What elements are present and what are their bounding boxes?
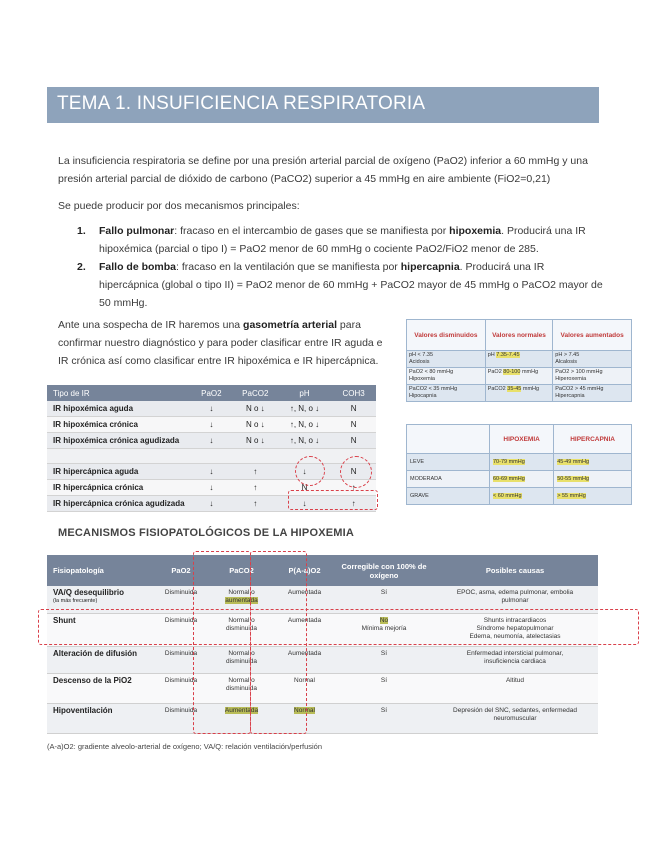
table-row <box>407 385 632 402</box>
table-cell: ↑ <box>233 464 278 480</box>
table-cell <box>554 471 632 488</box>
intro-mechanisms-lead: Se puede producir por dos mecanismos principales: <box>58 200 300 212</box>
table-header: Valores aumentados <box>553 320 632 351</box>
cell-line: Alcalosis <box>555 359 577 365</box>
section-title: MECANISMOS FISIOPATOLÓGICOS DE LA HIPOXEMIA <box>58 527 355 539</box>
table-cell: ↓ <box>278 464 331 480</box>
cell-line: insuficiencia cardiaca <box>484 657 546 665</box>
cell-text: pH <box>487 352 497 358</box>
cell-line: Hipocapnia <box>409 393 437 399</box>
table-header-row <box>47 385 376 401</box>
mechanism-text: . Producirá una IR <box>501 225 586 237</box>
table-cell: ↑ <box>233 496 278 512</box>
table-header: HIPOXEMIA <box>490 425 554 454</box>
table-header: PaO2 <box>190 385 233 401</box>
table-cell: Disminuida <box>152 613 210 646</box>
mechanism-text: hipoxémica (parcial o tipo I) = PaO2 menor de 60 mmHg o cociente PaO2/FiO2 menor de 285. <box>99 243 539 255</box>
sospecha-text: para <box>337 319 361 331</box>
table-cell: N o ↓ <box>233 417 278 433</box>
annotation-circle-coh3 <box>340 456 372 488</box>
table-cell: Normal <box>273 673 336 703</box>
mechanism-text: hipercápnica (global o tipo II) = PaO2 menor de 60 mmHg + PaCO2 mayor de 45 mmHg o PaCO2 mayor de <box>99 279 603 291</box>
highlighted-value: No <box>379 616 389 624</box>
cell-line: neuromuscular <box>493 714 537 722</box>
cell-line: Acidosis <box>409 359 430 365</box>
table-cell: MODERADA <box>407 471 490 488</box>
table-cell <box>553 351 632 368</box>
table-cell <box>490 454 554 471</box>
table-cell: Disminuida <box>152 646 210 673</box>
intro-line-1: La insuficiencia respiratoria se define por una presión arterial parcial de oxígeno (PaO2) inferior a 60 mmHg y una <box>58 155 588 167</box>
highlighted-value: 50-55 mmHg <box>557 476 590 482</box>
cell-line: Hipercapnia <box>555 393 585 399</box>
highlighted-value: 35-45 <box>507 386 522 392</box>
footnote: (A-a)O2: gradiente alveolo-arterial de oxígeno; VA/Q: relación ventilación/perfusión <box>47 742 323 751</box>
highlighted-value: > 55 mmHg <box>557 493 586 499</box>
mechanism-label: Fallo de bomba <box>99 261 177 273</box>
table-cell: ↓ <box>190 417 233 433</box>
table-cell: IR hipoxémica aguda <box>47 401 190 417</box>
cell-text: PaCO2 <box>487 386 508 392</box>
table-row <box>47 417 376 433</box>
cell-line: Edema, neumonía, atelectasias <box>469 632 561 640</box>
table-row <box>47 646 598 673</box>
table-cell: Hipoventilación <box>47 703 152 733</box>
table-cell: IR hipercápnica crónica agudizada <box>47 496 190 512</box>
row-sublabel: (la más frecuente) <box>53 598 98 604</box>
table-header: Posibles causas <box>432 555 598 586</box>
table-cell: ↓ <box>278 496 331 512</box>
table-header-row <box>47 555 598 586</box>
table-header <box>407 425 490 454</box>
sospecha-text: confirmar nuestro diagnóstico y para poder clasificar entre IR aguda e <box>58 337 383 349</box>
table-cell: IR hipoxémica crónica agudizada <box>47 433 190 449</box>
annotation-box-shunt-row <box>38 609 639 645</box>
table-row <box>47 673 598 703</box>
table-cell <box>47 449 190 464</box>
highlighted-value: Aumentada <box>224 706 259 714</box>
cell-line: Hipoxemia <box>409 376 435 382</box>
cell-line: Mínima mejoría <box>361 624 407 632</box>
table-cell <box>432 703 598 733</box>
table-row <box>407 471 632 488</box>
mechanisms-list <box>77 222 609 312</box>
table-header-row <box>407 320 632 351</box>
table-cell: ↓ <box>190 433 233 449</box>
table-cell: Aumentada <box>273 586 336 613</box>
mechanism-text: 50 mmHg. <box>99 297 148 309</box>
cell-line: pH < 7.35 <box>409 352 434 358</box>
table-header: PaCO2 <box>233 385 278 401</box>
table-row <box>407 351 632 368</box>
table-header: HIPERCAPNIA <box>554 425 632 454</box>
table-cell <box>553 385 632 402</box>
cell-line: pulmonar <box>501 597 529 604</box>
table-cell: ↑, N, o ↓ <box>278 433 331 449</box>
cell-line: PaO2 > 100 mmHg <box>555 369 603 375</box>
row-label: VA/Q desequilibrio <box>53 588 124 597</box>
cell-line: disminuida <box>225 624 258 632</box>
table-cell <box>407 385 486 402</box>
table-cell: Descenso de la PiO2 <box>47 673 152 703</box>
table-header: PaO2 <box>152 555 210 586</box>
cell-line: Enfermedad intersticial pulmonar, <box>466 649 564 657</box>
table-cell: ↓ <box>190 464 233 480</box>
table-cell: ↑ <box>331 480 376 496</box>
sospecha-keyword: gasometría arterial <box>243 319 338 331</box>
table-cell: IR hipoxémica crónica <box>47 417 190 433</box>
table-cell <box>407 351 486 368</box>
table-cell: ↓ <box>190 496 233 512</box>
table-cell <box>485 351 553 368</box>
cell-line: PaCO2 > 45 mmHg <box>555 386 604 392</box>
table-cell: IR hipercápnica crónica <box>47 480 190 496</box>
table-cell: Disminuida <box>152 673 210 703</box>
table-header: Valores normales <box>485 320 553 351</box>
highlighted-value: < 60 mmHg <box>493 493 522 499</box>
table-row <box>47 401 376 417</box>
highlighted-value: aumentada <box>225 597 258 604</box>
table-cell: ↑, N, o ↓ <box>278 417 331 433</box>
cell-line: Shunts intracardiacos <box>483 616 547 624</box>
gas-values-table <box>406 319 632 402</box>
table-header: COH3 <box>331 385 376 401</box>
annotation-circle-ph <box>295 456 325 486</box>
table-cell: N <box>331 464 376 480</box>
highlighted-value: 7.35-7.45 <box>496 352 520 358</box>
table-row <box>47 433 376 449</box>
table-header: PaCO2 <box>210 555 273 586</box>
table-cell <box>190 449 233 464</box>
sospecha-text: Ante una sospecha de IR haremos una <box>58 319 244 331</box>
mechanism-number: 2. <box>77 261 86 273</box>
cell-line: EPOC, asma, edema pulmonar, embolia <box>456 589 574 596</box>
table-cell <box>485 385 553 402</box>
table-cell: Aumentada <box>273 646 336 673</box>
mechanism-label: Fallo pulmonar <box>99 225 175 237</box>
mechanism-keyword: hipercapnia <box>400 261 460 273</box>
table-cell: Disminuida <box>152 703 210 733</box>
annotation-box-agudizada <box>288 490 378 510</box>
table-cell: ↑, N, o ↓ <box>278 401 331 417</box>
cell-line: Normal o <box>228 616 255 624</box>
cell-text: mmHg <box>520 369 539 375</box>
mechanism-item <box>77 222 609 258</box>
mechanism-number: 1. <box>77 225 86 237</box>
table-cell <box>432 646 598 673</box>
table-cell: Disminuida <box>152 586 210 613</box>
cell-line: Hiperoxemia <box>555 376 587 382</box>
table-cell: N <box>331 433 376 449</box>
cell-line: PaCO2 < 35 mmHg <box>409 386 458 392</box>
table-row <box>47 703 598 733</box>
table-cell: ↓ <box>190 401 233 417</box>
cell-line: disminuida <box>225 684 258 692</box>
table-cell: ↓ <box>190 480 233 496</box>
table-cell: N o ↓ <box>233 433 278 449</box>
cell-line: pH > 7.45 <box>555 352 580 358</box>
table-cell <box>485 368 553 385</box>
intro-paragraph <box>58 152 618 188</box>
intro-line-2: presión arterial parcial de dióxido de carbono (PaCO2) superior a 45 mmHg en aire ambiente (FiO2=0,21) <box>58 173 551 185</box>
table-header-row <box>407 425 632 454</box>
highlighted-value: 80-100 <box>503 369 521 375</box>
table-header: pH <box>278 385 331 401</box>
table-cell <box>490 488 554 505</box>
table-header: Valores disminuidos <box>407 320 486 351</box>
cell-text: mmHg <box>521 386 540 392</box>
cell-line: Depresión del SNC, sedantes, enfermedad <box>453 706 577 714</box>
table-cell <box>490 471 554 488</box>
sospecha-text: IR crónica así como clasificar entre IR hipoxémica e IR hipercápnica. <box>58 355 379 367</box>
highlighted-value: Normal <box>294 706 315 714</box>
table-header: Corregible con 100% de oxígeno <box>336 555 432 586</box>
table-cell: LEVE <box>407 454 490 471</box>
table-cell: N <box>331 417 376 433</box>
table-cell: ↑ <box>233 480 278 496</box>
cell-text: PaO2 <box>487 369 504 375</box>
cell-line: Normal o <box>228 649 255 657</box>
table-cell: Altitud <box>432 673 598 703</box>
table-row <box>407 454 632 471</box>
table-row <box>407 488 632 505</box>
table-cell <box>233 449 278 464</box>
table-row <box>407 368 632 385</box>
mechanism-text: . Producirá una IR <box>459 261 545 273</box>
table-cell: Sí <box>336 673 432 703</box>
table-header: Tipo de IR <box>47 385 190 401</box>
mechanism-text: : fracaso en la ventilación que se manifiesta por <box>176 261 401 273</box>
table-row-spacer <box>47 449 376 464</box>
cell-line: PaO2 < 80 mmHg <box>409 369 454 375</box>
highlighted-value: 70-79 mmHg <box>493 459 525 465</box>
mechanism-text: : fracaso en el intercambio de gases que se manifiesta por <box>174 225 450 237</box>
table-cell: Alteración de difusión <box>47 646 152 673</box>
table-cell: N <box>331 401 376 417</box>
table-cell: IR hipercápnica aguda <box>47 464 190 480</box>
mechanism-item <box>77 258 609 312</box>
table-cell <box>553 368 632 385</box>
mechanism-keyword: hipoxemia <box>449 225 502 237</box>
table-cell: ↑ <box>331 496 376 512</box>
table-cell: N <box>278 480 331 496</box>
page-title: TEMA 1. INSUFICIENCIA RESPIRATORIA <box>57 93 426 114</box>
table-cell: Sí <box>336 703 432 733</box>
table-cell <box>407 368 486 385</box>
table-row <box>47 464 376 480</box>
severity-table <box>406 424 632 505</box>
table-cell: GRAVE <box>407 488 490 505</box>
cell-line: Normal o <box>228 589 255 596</box>
sospecha-paragraph <box>58 316 393 370</box>
highlighted-value: 45-49 mmHg <box>557 459 590 465</box>
table-cell: Sí <box>336 646 432 673</box>
cell-line: Síndrome hepatopulmonar <box>476 624 554 632</box>
table-header: P(A-a)O2 <box>273 555 336 586</box>
table-cell: N o ↓ <box>233 401 278 417</box>
table-cell: Shunt <box>47 613 152 646</box>
table-cell <box>554 454 632 471</box>
table-cell: Sí <box>336 586 432 613</box>
table-header: Fisiopatología <box>47 555 152 586</box>
highlighted-value: 60-69 mmHg <box>493 476 525 482</box>
cell-line: Normal o <box>228 676 255 684</box>
title-bar <box>47 87 599 123</box>
table-cell: Aumentada <box>273 613 336 646</box>
cell-line: disminuida <box>225 657 258 665</box>
table-cell <box>554 488 632 505</box>
